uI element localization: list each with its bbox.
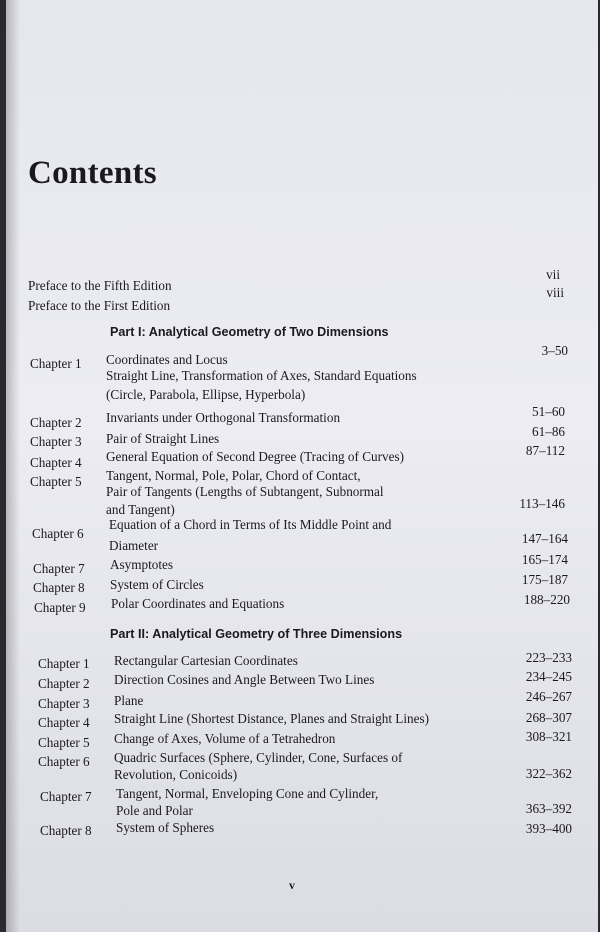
part1-chapter-title: Tangent, Normal, Pole, Polar, Chord of Contact, [106,468,361,483]
part1-chapter-title: Straight Line, Transformation of Axes, Standard Equations [106,368,417,383]
part1-chapter-pages: 188–220 [523,592,570,607]
page-title: Contents [28,155,157,191]
preface-fifth-title: Preface to the Fifth Edition [28,278,172,293]
part2-chapter-number: Chapter 3 [38,696,90,711]
part2-chapter-title: Quadric Surfaces (Sphere, Cylinder, Cone, Surfaces of [114,750,403,765]
part2-chapter-title: Plane [114,693,144,708]
part1-chapter-title: and Tangent) [106,502,175,517]
part2-chapter-title: Change of Axes, Volume of a Tetrahedron [114,731,336,746]
part1-chapter-number: Chapter 2 [30,415,82,430]
part2-chapter-title: Rectangular Cartesian Coordinates [114,653,298,668]
part1-chapter-pages: 87–112 [525,443,565,458]
preface-fifth-page: vii [546,267,560,282]
part2-chapter-pages: 322–362 [525,766,572,781]
part2-chapter-pages: 308–321 [525,729,572,744]
part1-chapter-title: Diameter [109,538,159,553]
part1-chapter-title: (Circle, Parabola, Ellipse, Hyperbola) [106,387,306,402]
preface-first-page: viii [546,285,564,300]
part2-chapter-pages: 393–400 [525,821,572,836]
part2-chapter-number: Chapter 7 [40,789,92,804]
part1-chapter-number: Chapter 7 [33,561,85,576]
part2-chapter-number: Chapter 8 [40,823,92,838]
part1-chapter-pages: 61–86 [532,424,565,439]
part1-chapter-pages: 51–60 [532,404,565,419]
part2-chapter-pages: 268–307 [525,710,572,725]
part2-chapter-title: Straight Line (Shortest Distance, Planes and Straight Lines) [114,711,429,726]
part1-chapter-title: Invariants under Orthogonal Transformation [106,410,341,425]
part1-chapter-title: Asymptotes [110,557,174,572]
part2-chapter-pages: 234–245 [525,669,572,684]
part1-chapter-pages: 113–146 [519,496,565,511]
book-page [6,0,598,932]
part2-heading: Part II: Analytical Geometry of Three Dimensions [110,627,403,641]
part2-chapter-pages: 223–233 [525,650,572,665]
page-number: v [289,878,295,892]
part1-chapter-number: Chapter 3 [30,434,82,449]
part1-chapter-pages: 165–174 [521,552,568,567]
part1-chapter-title: General Equation of Second Degree (Tracing of Curves) [106,449,404,464]
part1-chapter-number: Chapter 6 [32,526,84,541]
part1-chapter-title: System of Circles [110,577,204,592]
part2-chapter-pages: 363–392 [525,801,572,816]
part2-chapter-title: System of Spheres [116,820,215,835]
part1-chapter-title: Coordinates and Locus [106,352,228,367]
part2-chapter-title: Pole and Polar [116,803,193,818]
part1-chapter-pages: 147–164 [521,531,568,546]
part1-chapter-pages: 175–187 [521,572,568,587]
part2-chapter-title: Direction Cosines and Angle Between Two Lines [114,672,375,687]
preface-first-title: Preface to the First Edition [28,298,171,313]
part2-chapter-number: Chapter 2 [38,676,90,691]
part1-chapter-title: Polar Coordinates and Equations [111,596,285,611]
part1-chapter-pages: 3–50 [541,343,568,358]
part2-chapter-number: Chapter 1 [38,656,90,671]
part1-chapter-title: Equation of a Chord in Terms of Its Middle Point and [109,517,392,532]
part2-chapter-number: Chapter 4 [38,715,90,730]
part2-chapter-title: Tangent, Normal, Enveloping Cone and Cylinder, [116,786,379,801]
part1-chapter-number: Chapter 1 [30,356,82,371]
part1-chapter-number: Chapter 8 [33,580,85,595]
page-gutter-shadow [6,0,20,932]
part1-chapter-number: Chapter 4 [30,455,82,470]
part2-chapter-number: Chapter 5 [38,735,90,750]
part1-chapter-title: Pair of Tangents (Lengths of Subtangent, Subnormal [106,484,384,499]
part1-chapter-number: Chapter 5 [30,474,82,489]
part2-chapter-title: Revolution, Conicoids) [114,767,238,782]
part1-chapter-number: Chapter 9 [34,600,86,615]
part2-chapter-number: Chapter 6 [38,754,90,769]
part2-chapter-pages: 246–267 [525,689,572,704]
part1-chapter-title: Pair of Straight Lines [106,431,220,446]
part1-heading: Part I: Analytical Geometry of Two Dimensions [110,325,389,339]
